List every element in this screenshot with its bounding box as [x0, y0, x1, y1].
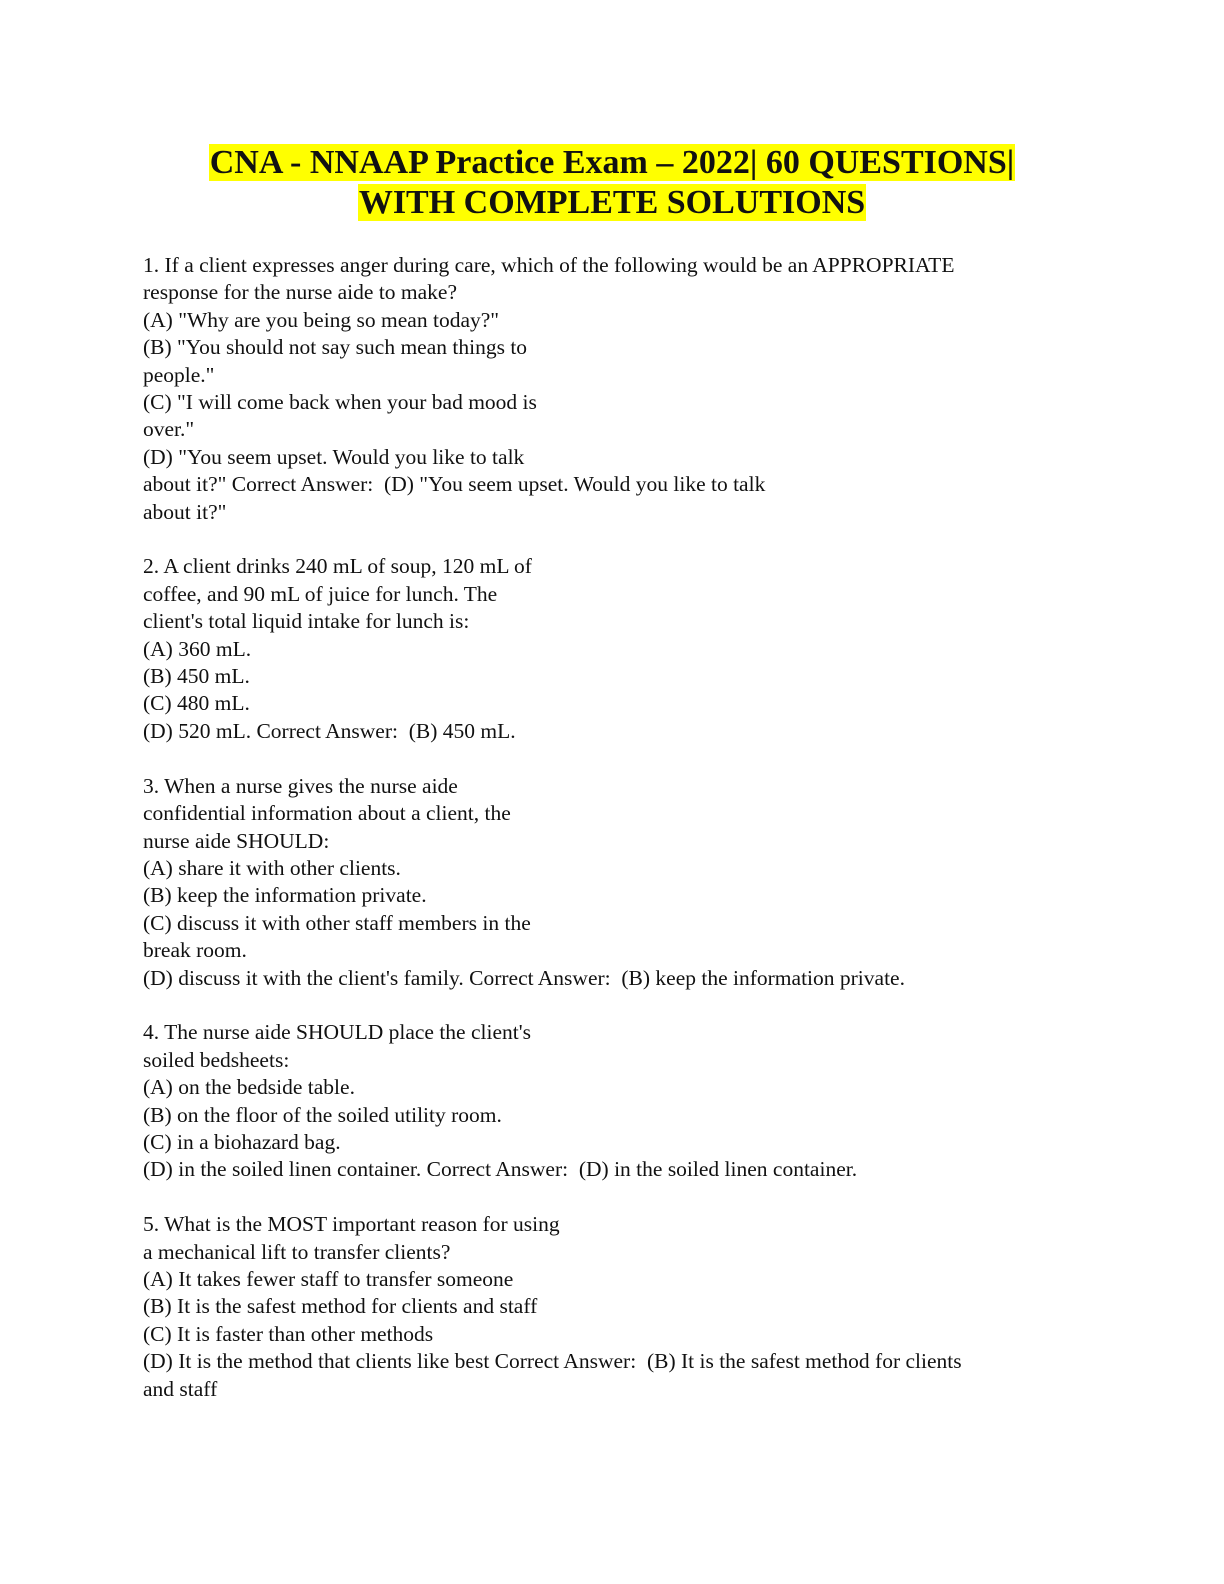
question-line: (B) It is the safest method for clients and staff	[143, 1294, 538, 1319]
question-line: (C) 480 mL.	[143, 691, 250, 716]
question-line: soiled bedsheets:	[143, 1047, 290, 1072]
question-list	[143, 252, 1083, 1430]
question-line: response for the nurse aide to make?	[143, 280, 458, 305]
question-line: (C) in a biohazard bag.	[143, 1129, 341, 1154]
question-line: client's total liquid intake for lunch is:	[143, 609, 470, 634]
question-block	[143, 252, 1083, 526]
question-line: (D) It is the method that clients like best Correct Answer: (B) It is the safest method for clients	[143, 1349, 962, 1374]
title-line-2: WITH COMPLETE SOLUTIONS	[358, 184, 866, 221]
question-line: (A) share it with other clients.	[143, 855, 401, 880]
question-line: 1. If a client expresses anger during care, which of the following would be an APPROPRIATE	[143, 253, 955, 277]
document-title	[0, 143, 1224, 223]
question-line: (A) on the bedside table.	[143, 1075, 355, 1100]
question-line: (A) 360 mL.	[143, 636, 252, 661]
question-block	[143, 1211, 1083, 1403]
question-line: nurse aide SHOULD:	[143, 828, 330, 853]
question-line: (C) "I will come back when your bad mood is	[143, 390, 537, 415]
question-line: (D) discuss it with the client's family. Correct Answer: (B) keep the information private.	[143, 965, 905, 990]
question-line: 5. What is the MOST important reason for using	[143, 1212, 560, 1237]
question-block	[143, 553, 1083, 745]
question-line: (C) It is faster than other methods	[143, 1321, 434, 1346]
question-line: 4. The nurse aide SHOULD place the client's	[143, 1020, 531, 1045]
question-line: 3. When a nurse gives the nurse aide	[143, 773, 458, 798]
question-line: (B) 450 mL.	[143, 664, 250, 689]
question-line: coffee, and 90 mL of juice for lunch. The	[143, 581, 498, 606]
question-line: (B) keep the information private.	[143, 883, 427, 908]
question-line: (C) discuss it with other staff members in the	[143, 910, 531, 935]
question-block	[143, 773, 1083, 992]
question-line: (D) "You seem upset. Would you like to talk	[143, 444, 525, 469]
question-line: (A) "Why are you being so mean today?"	[143, 307, 500, 332]
question-line: a mechanical lift to transfer clients?	[143, 1239, 451, 1264]
question-line: and staff	[143, 1376, 218, 1401]
question-line: people."	[143, 362, 215, 387]
question-line: (B) "You should not say such mean things to	[143, 335, 528, 360]
question-line: (D) in the soiled linen container. Correct Answer: (D) in the soiled linen container.	[143, 1157, 858, 1182]
question-line: confidential information about a client, the	[143, 801, 511, 826]
question-line: over."	[143, 417, 195, 442]
question-line: (A) It takes fewer staff to transfer someone	[143, 1266, 514, 1291]
question-line: (D) 520 mL. Correct Answer: (B) 450 mL.	[143, 718, 516, 743]
question-line: (B) on the floor of the soiled utility room.	[143, 1102, 502, 1127]
question-line: break room.	[143, 938, 247, 963]
question-line: 2. A client drinks 240 mL of soup, 120 mL of	[143, 554, 532, 579]
title-line-1: CNA - NNAAP Practice Exam – 2022| 60 QUESTIONS|	[209, 144, 1015, 181]
question-block	[143, 1019, 1083, 1183]
question-line: about it?"	[143, 499, 227, 524]
question-line: about it?" Correct Answer: (D) "You seem upset. Would you like to talk	[143, 472, 766, 497]
